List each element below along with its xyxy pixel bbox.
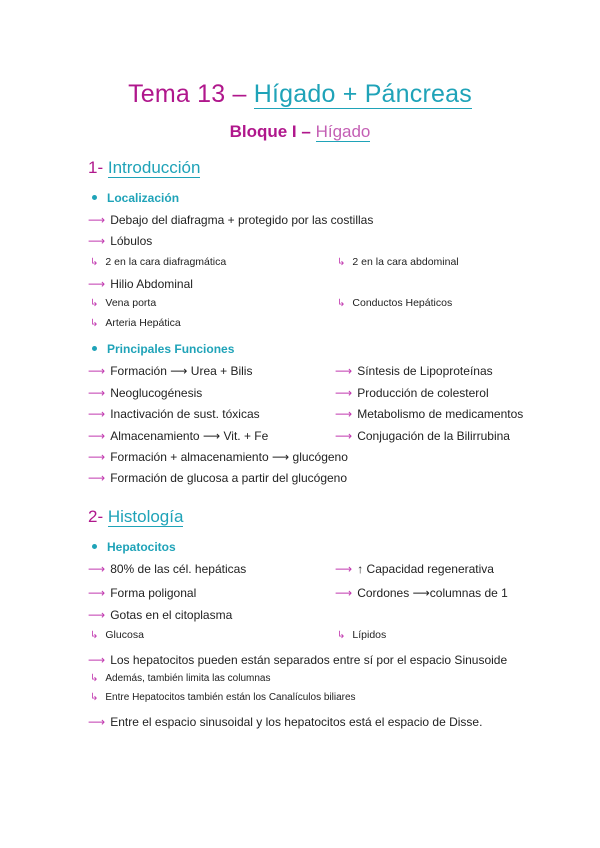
sub-item (90, 256, 226, 268)
arrow-icon: ⟶ (335, 562, 353, 576)
arrow-icon: ⟶ (88, 234, 106, 248)
section-label: Histología (107, 507, 184, 526)
inline-arrow-icon: ⟶ (271, 450, 290, 464)
list-item (88, 364, 252, 378)
arrow-icon: ⟶ (335, 386, 353, 400)
sub-item (90, 297, 156, 309)
list-item-text: Neoglucogénesis (110, 386, 203, 400)
list-item (88, 277, 193, 291)
arrow-icon: ⟶ (335, 364, 353, 378)
sub-item (90, 629, 144, 641)
list-item-text: Almacenamiento (110, 429, 200, 443)
inline-arrow-icon: ⟶ (412, 586, 430, 600)
sub-item-text: Además, también limita las columnas (105, 673, 271, 684)
bullet-dot-icon (92, 346, 97, 351)
arrow-icon: ⟶ (335, 407, 353, 421)
list-item-text: Debajo del diafragma + protegido por las costillas (110, 213, 374, 227)
sub-item-text: Entre Hepatocitos también están los Canalículos biliares (105, 692, 356, 703)
return-arrow-icon: ↳ (337, 257, 346, 268)
return-arrow-icon: ↳ (337, 630, 346, 641)
arrow-icon: ⟶ (335, 586, 353, 600)
list-item (88, 407, 260, 421)
section-heading-introduccion (88, 158, 200, 178)
inline-arrow-icon: ⟶ (202, 429, 221, 443)
list-item (335, 364, 493, 378)
list-item-text: Lóbulos (110, 234, 153, 248)
sub-item-text: Lípidos (352, 629, 387, 641)
return-arrow-icon: ↳ (90, 257, 99, 268)
list-item-text: Formación (110, 364, 167, 378)
arrow-icon: ⟶ (88, 407, 106, 421)
sub-item-text: 2 en la cara abdominal (352, 256, 459, 268)
list-item-text: Hilio Abdominal (110, 277, 193, 291)
return-arrow-icon: ↳ (90, 692, 99, 703)
page-subtitle (0, 122, 600, 142)
list-item (88, 586, 196, 600)
arrow-icon: ⟶ (88, 653, 106, 667)
sub-item-text: Glucosa (105, 629, 144, 641)
list-item-text: Síntesis de Lipoproteínas (357, 364, 493, 378)
sub-item-text: 2 en la cara diafragmática (105, 256, 227, 268)
list-item-text: Forma poligonal (110, 586, 197, 600)
list-item (88, 213, 373, 227)
section-number: 1- (88, 158, 108, 177)
return-arrow-icon: ↳ (90, 298, 99, 309)
title-highlight: Hígado + Páncreas (253, 80, 472, 108)
list-item-text: Producción de colesterol (357, 386, 489, 400)
section-number: 2- (88, 507, 108, 526)
title-prefix: Tema 13 – (128, 80, 254, 108)
sub-item (337, 256, 459, 268)
sub-item (90, 317, 181, 329)
list-item (88, 608, 232, 622)
list-item (88, 429, 268, 443)
subtitle-prefix: Bloque I – (229, 122, 316, 141)
bullet-heading-localizacion (92, 191, 179, 205)
list-item-text: ↑ Capacidad regenerativa (357, 562, 494, 576)
list-item-text: Entre el espacio sinusoidal y los hepatocitos está el espacio de Disse. (110, 715, 483, 729)
return-arrow-icon: ↳ (90, 318, 99, 329)
list-item-text: glucógeno (292, 450, 348, 464)
arrow-icon: ⟶ (88, 386, 106, 400)
list-item (335, 386, 489, 400)
arrow-icon: ⟶ (88, 586, 106, 600)
return-arrow-icon: ↳ (90, 630, 99, 641)
list-item-text: Vit. + Fe (223, 429, 269, 443)
return-arrow-icon: ↳ (90, 673, 99, 684)
list-item (335, 562, 494, 576)
subtitle-highlight: Hígado (315, 122, 371, 141)
list-item (88, 562, 246, 576)
arrow-icon: ⟶ (88, 608, 106, 622)
section-label: Introducción (107, 158, 201, 177)
list-item-text: Formación + almacenamiento (110, 450, 269, 464)
arrow-icon: ⟶ (88, 471, 106, 485)
sub-item (337, 629, 386, 641)
bullet-dot-icon (92, 195, 97, 200)
sub-item (90, 692, 356, 703)
arrow-icon: ⟶ (335, 429, 353, 443)
arrow-icon: ⟶ (88, 562, 106, 576)
list-item-text: Gotas en el citoplasma (110, 608, 233, 622)
bullet-label: Localización (107, 191, 180, 205)
list-item-text: Cordones (357, 586, 410, 600)
list-item-text: Formación de glucosa a partir del glucógeno (110, 471, 348, 485)
list-item (88, 653, 507, 667)
list-item (88, 471, 347, 485)
list-item-text: Conjugación de la Bilirrubina (357, 429, 510, 443)
list-item (335, 586, 508, 600)
bullet-label: Principales Funciones (107, 342, 235, 356)
page-title (0, 80, 600, 109)
arrow-icon: ⟶ (88, 450, 106, 464)
list-item (335, 407, 523, 421)
bullet-dot-icon (92, 544, 97, 549)
arrow-icon: ⟶ (88, 715, 106, 729)
sub-item-text: Conductos Hepáticos (352, 297, 453, 309)
list-item (88, 450, 348, 464)
bullet-label: Hepatocitos (107, 540, 176, 554)
arrow-icon: ⟶ (88, 364, 106, 378)
list-item-text: Metabolismo de medicamentos (357, 407, 524, 421)
sub-item (90, 673, 270, 684)
arrow-icon: ⟶ (88, 213, 106, 227)
inline-arrow-icon: ⟶ (170, 364, 188, 378)
list-item-text: 80% de las cél. hepáticas (110, 562, 247, 576)
arrow-icon: ⟶ (88, 277, 106, 291)
list-item (335, 429, 510, 443)
list-item-text: columnas de 1 (429, 586, 508, 600)
list-item-text: Inactivación de sust. tóxicas (110, 407, 260, 421)
bullet-heading-funciones (92, 342, 234, 356)
section-heading-histologia (88, 507, 183, 527)
sub-item-text: Vena porta (105, 297, 157, 309)
return-arrow-icon: ↳ (337, 298, 346, 309)
list-item-text: Urea + Bilis (190, 364, 253, 378)
sub-item (337, 297, 452, 309)
arrow-icon: ⟶ (88, 429, 106, 443)
list-item (88, 386, 202, 400)
list-item (88, 715, 482, 729)
bullet-heading-hepatocitos (92, 540, 176, 554)
list-item-text: Los hepatocitos pueden están separados entre sí por el espacio Sinusoide (110, 653, 508, 667)
list-item (88, 234, 152, 248)
sub-item-text: Arteria Hepática (105, 317, 181, 329)
